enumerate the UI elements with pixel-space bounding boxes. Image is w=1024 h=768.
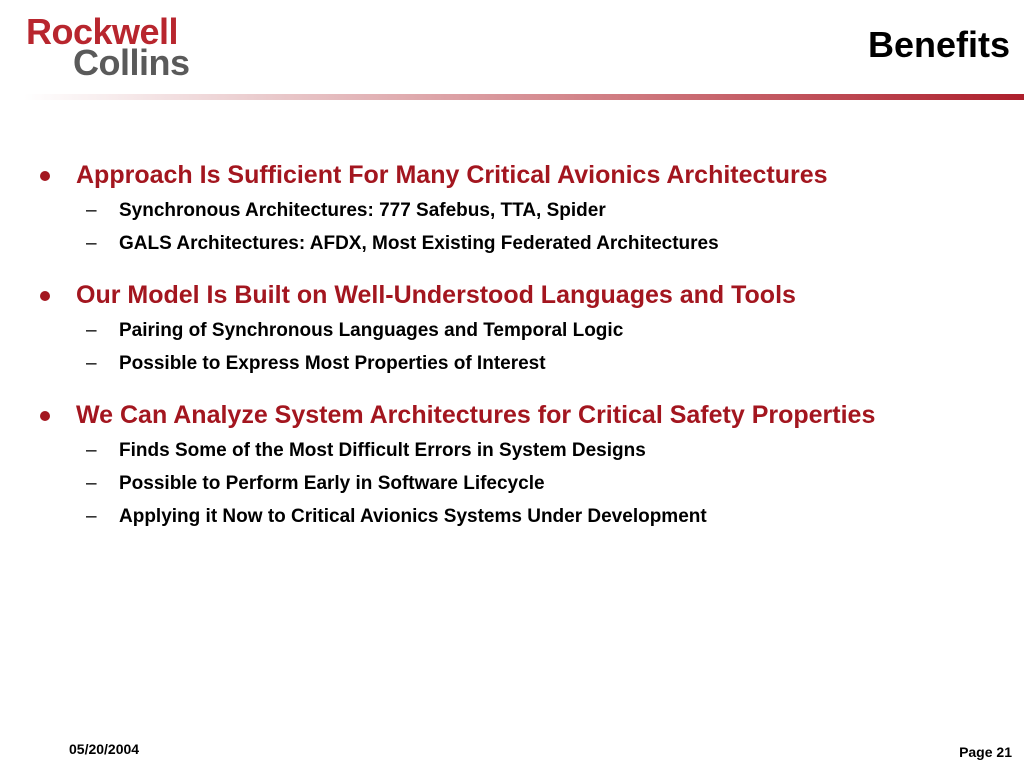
bullet-text: Our Model Is Built on Well-Understood Languages and Tools (76, 281, 796, 309)
bullet-list (36, 156, 1006, 549)
sub-bullet-text: Possible to Perform Early in Software Lifecycle (119, 473, 545, 494)
bullet-item (36, 156, 1006, 260)
sub-bullet-text: Synchronous Architectures: 777 Safebus, TTA, Spider (119, 200, 606, 221)
header-divider (24, 94, 1024, 100)
bullet-dot-icon (40, 171, 50, 181)
sub-bullet-text: Possible to Express Most Properties of Interest (119, 353, 546, 374)
bullet-heading (36, 156, 1006, 194)
bullet-text: We Can Analyze System Architectures for Critical Safety Properties (76, 401, 876, 429)
dash-icon: – (86, 506, 97, 527)
bullet-text: Approach Is Sufficient For Many Critical Avionics Architectures (76, 161, 828, 189)
dash-icon: – (86, 233, 97, 254)
sub-bullet-item (36, 194, 1006, 227)
footer-page-number: Page 21 (959, 744, 1012, 760)
bullet-dot-icon (40, 411, 50, 421)
sub-bullet-item (36, 434, 1006, 467)
bullet-item (36, 276, 1006, 380)
footer-date: 05/20/2004 (69, 741, 140, 757)
dash-icon: – (86, 353, 97, 374)
sub-bullet-text: Pairing of Synchronous Languages and Temporal Logic (119, 320, 624, 341)
dash-icon: – (86, 440, 97, 461)
logo-rockwell-text: Rockwell (26, 11, 179, 52)
sub-bullet-text: Finds Some of the Most Difficult Errors in System Designs (119, 440, 646, 461)
sub-bullet-item (36, 467, 1006, 500)
sub-bullet-list (36, 194, 1006, 260)
sub-bullet-item (36, 500, 1006, 533)
sub-bullet-list (36, 314, 1006, 380)
sub-bullet-list (36, 434, 1006, 533)
sub-bullet-item (36, 314, 1006, 347)
dash-icon: – (86, 320, 97, 341)
sub-bullet-text: Applying it Now to Critical Avionics Systems Under Development (119, 506, 707, 527)
dash-icon: – (86, 200, 97, 221)
sub-bullet-item (36, 347, 1006, 380)
bullet-heading (36, 396, 1006, 434)
dash-icon: – (86, 473, 97, 494)
slide-title: Benefits (867, 24, 1010, 65)
bullet-dot-icon (40, 291, 50, 301)
logo-collins-text: Collins (73, 42, 190, 83)
sub-bullet-item (36, 227, 1006, 260)
bullet-item (36, 396, 1006, 533)
sub-bullet-text: GALS Architectures: AFDX, Most Existing Federated Architectures (119, 233, 719, 254)
rockwell-collins-logo (26, 11, 226, 83)
bullet-heading (36, 276, 1006, 314)
